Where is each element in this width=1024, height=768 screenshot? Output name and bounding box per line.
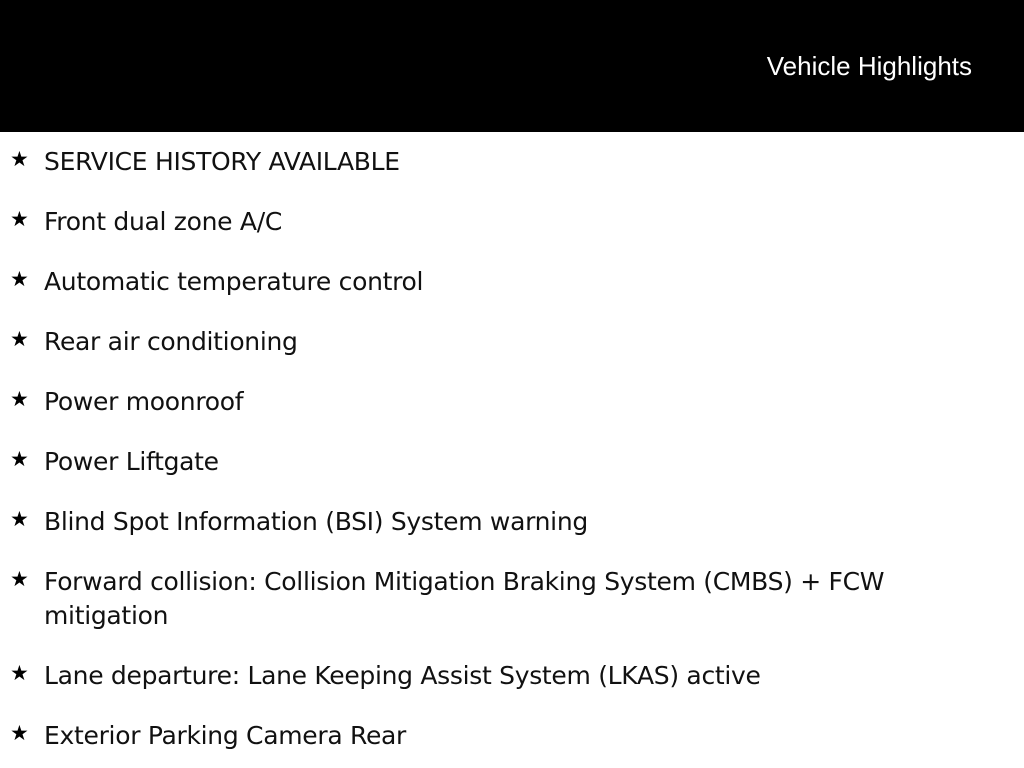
list-item: [0, 445, 1024, 479]
list-item: [0, 145, 1024, 179]
list-item-text: Rear air conditioning: [44, 327, 298, 356]
list-item: [0, 565, 1024, 633]
list-item-text: Forward collision: Collision Mitigation Braking System (CMBS) + FCW mitigation: [44, 567, 885, 630]
star-icon: ★: [10, 507, 29, 531]
list-item-text: Lane departure: Lane Keeping Assist System (LKAS) active: [44, 661, 761, 690]
star-icon: ★: [10, 387, 29, 411]
star-icon: ★: [10, 661, 29, 685]
list-item-text: SERVICE HISTORY AVAILABLE: [44, 147, 400, 176]
star-icon: ★: [10, 267, 29, 291]
highlights-list: [0, 132, 1024, 753]
list-item-text: Blind Spot Information (BSI) System warning: [44, 507, 588, 536]
list-item: [0, 719, 1024, 753]
list-item-text: Front dual zone A/C: [44, 207, 282, 236]
star-icon: ★: [10, 567, 29, 591]
list-item: [0, 505, 1024, 539]
list-item: [0, 325, 1024, 359]
star-icon: ★: [10, 721, 29, 745]
list-item: [0, 385, 1024, 419]
list-item: [0, 265, 1024, 299]
header-bar: [0, 0, 1024, 132]
star-icon: ★: [10, 447, 29, 471]
list-item: [0, 659, 1024, 693]
star-icon: ★: [10, 327, 29, 351]
list-item-text: Power moonroof: [44, 387, 244, 416]
list-item-text: Exterior Parking Camera Rear: [44, 721, 407, 750]
page-title: Vehicle Highlights: [766, 51, 972, 81]
list-item-text: Automatic temperature control: [44, 267, 424, 296]
list-item: [0, 205, 1024, 239]
list-item-text: Power Liftgate: [44, 447, 219, 476]
star-icon: ★: [10, 207, 29, 231]
star-icon: ★: [10, 147, 29, 171]
